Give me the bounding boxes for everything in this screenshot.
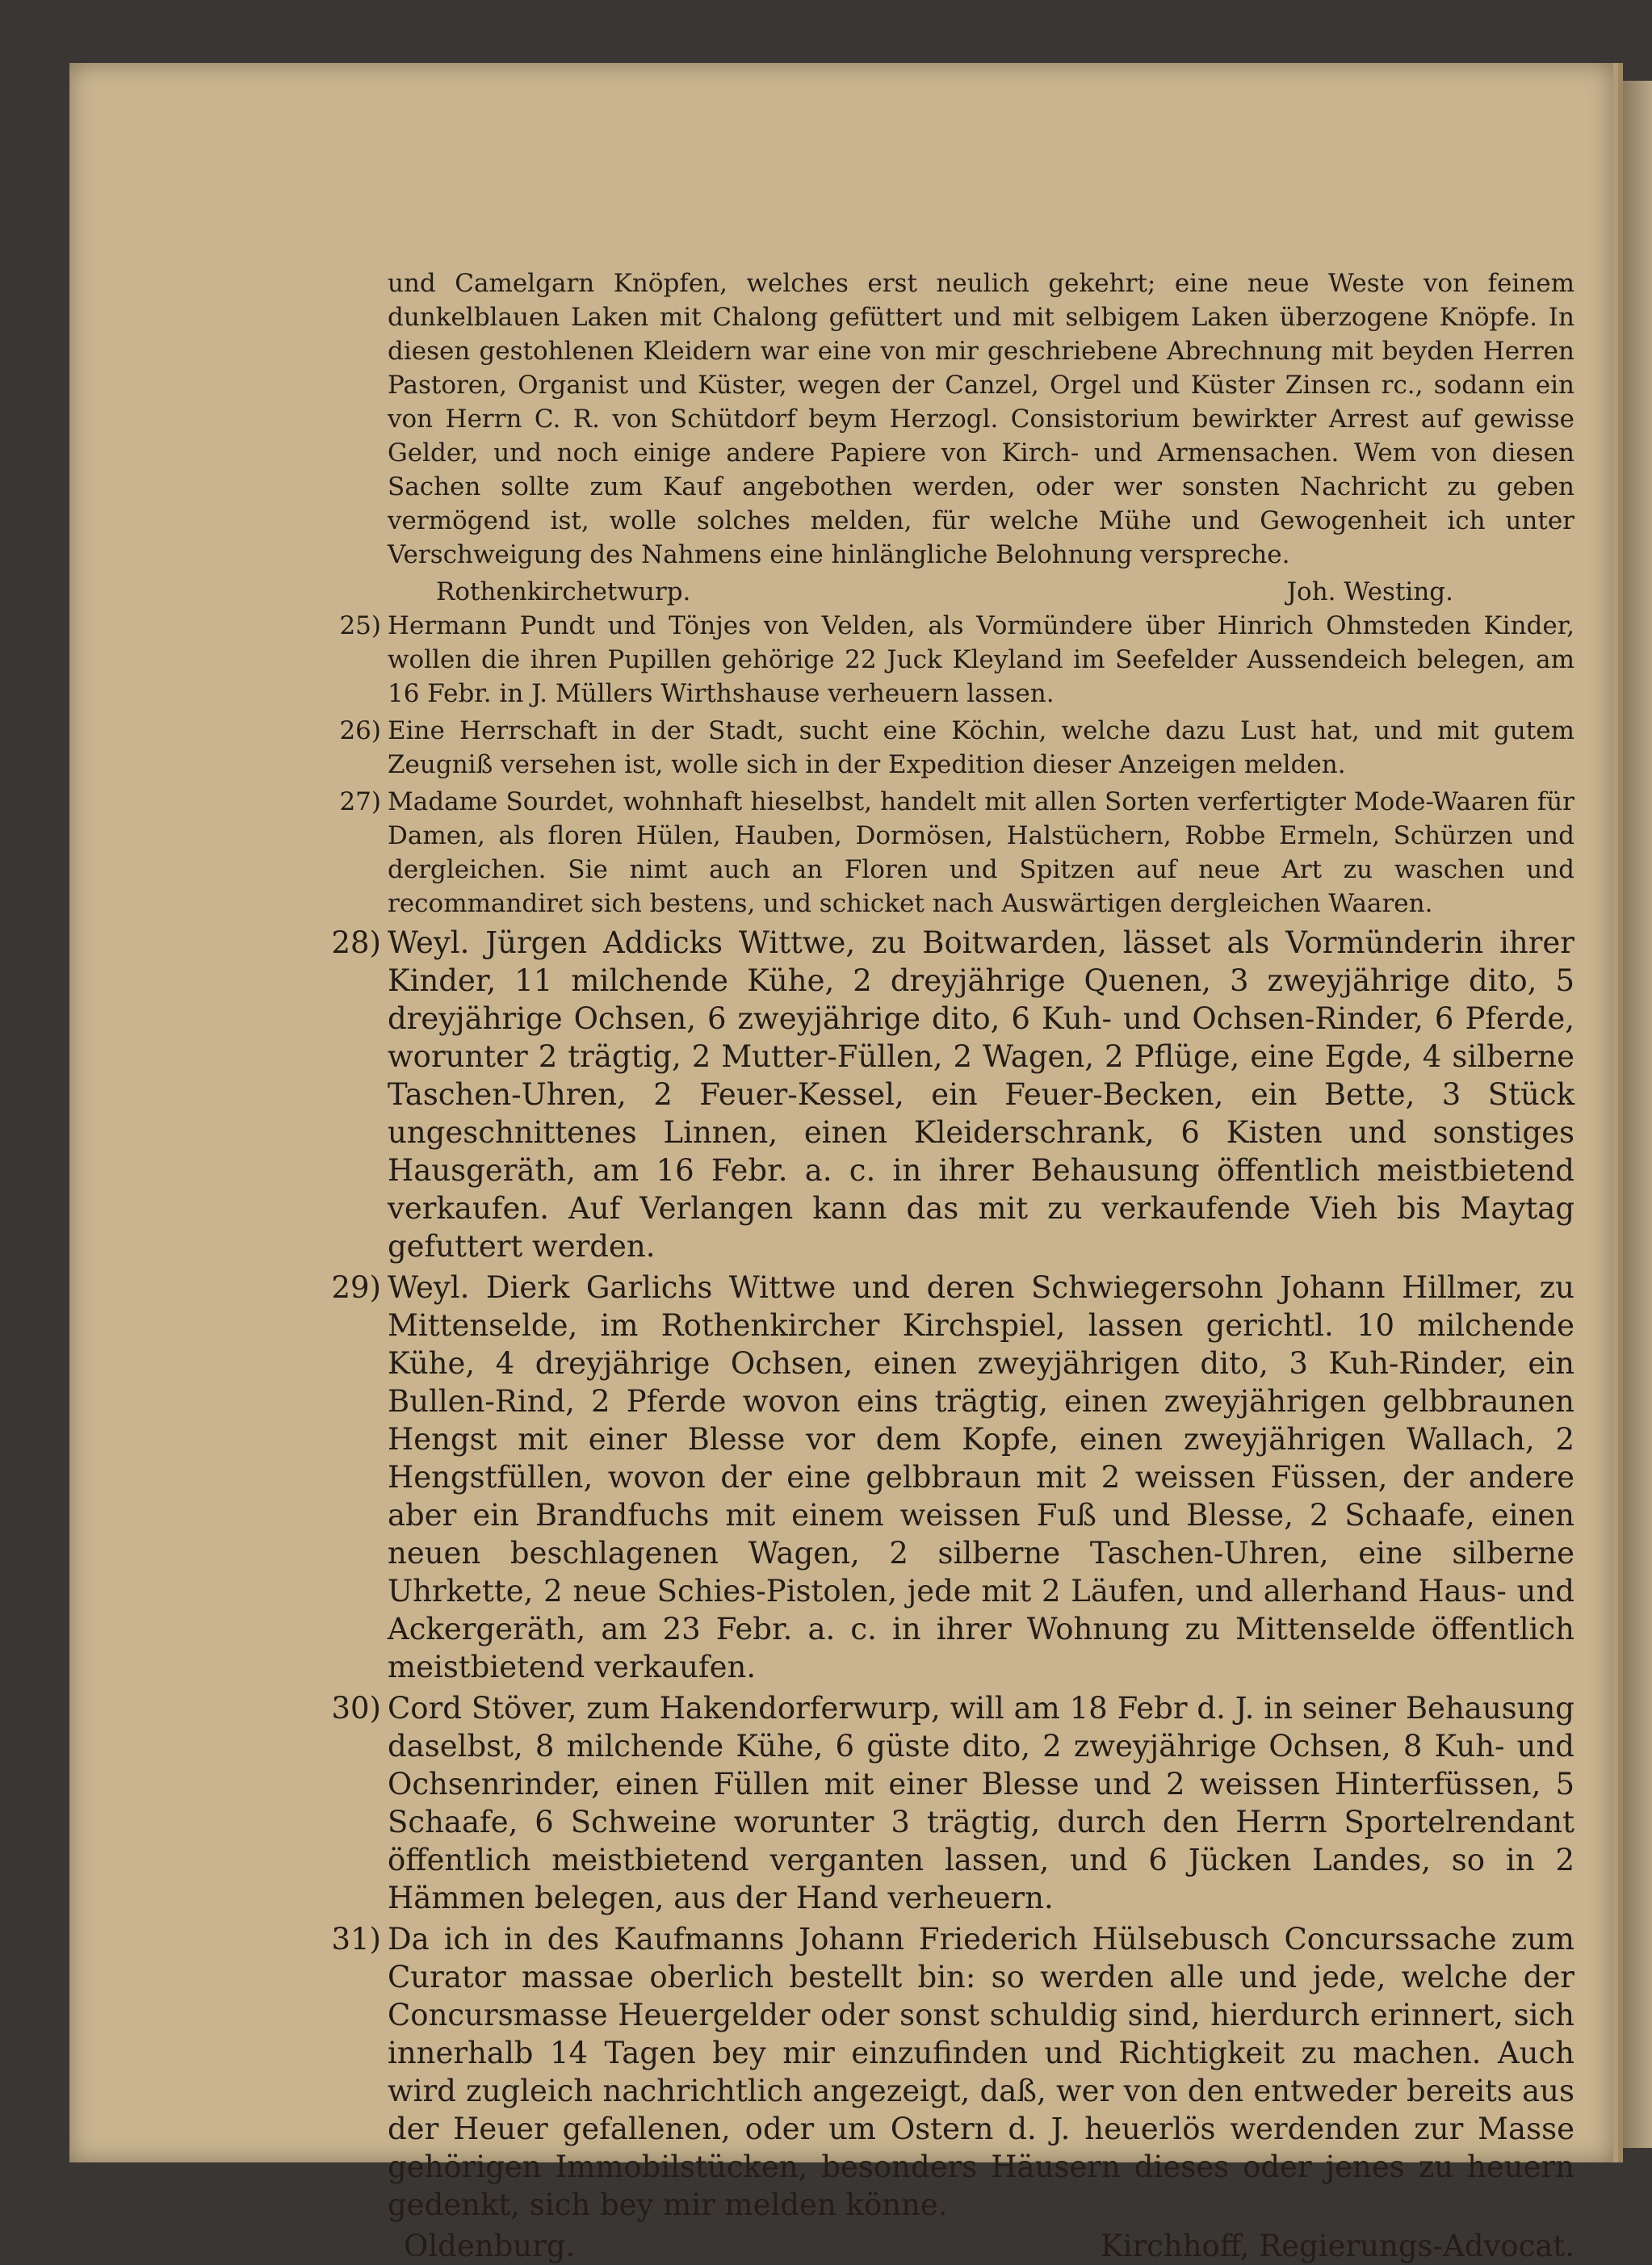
- entry-27: [339, 785, 1574, 921]
- closing-place: Oldenburg.: [404, 2229, 576, 2263]
- entry-number: 28): [331, 925, 381, 960]
- entry-25: [339, 609, 1574, 711]
- entry-text: Da ich in des Kaufmanns Johann Friederich Hülsebusch Concurssache zum Curator massae oberlich bestellt bin: so werden alle und jede, welche der Concursmasse Heuergelder oder sonst schuldig sind, hierdurch erinnert, sich innerhalb 14 Tagen bey mir einzufinden und Richtigkeit zu machen. Auch wird zugleich nachrichtlich angezeigt, daß, wer von den entweder bereits aus der Heuer gefallenen, oder um Ostern d. J. heuerlös werdenden zur Masse gehörigen Immobilstücken, besonders Häusern dieses oder jenes zu heuern gedenkt, sich bey mir melden könne.: [388, 1922, 1574, 2222]
- closing-signer: Kirchhoff, Regierungs-Advocat.: [1101, 2229, 1574, 2263]
- entry-number: 26): [339, 716, 381, 745]
- entry-28: [331, 924, 1574, 1265]
- entry-30: [331, 1689, 1574, 1917]
- intro-place: Rothenkirchetwurp.: [436, 577, 691, 606]
- intro-signer: Joh. Westing.: [1286, 577, 1453, 606]
- entry-number: 30): [331, 1691, 381, 1726]
- entry-number: 31): [331, 1922, 381, 1957]
- entry-31: [331, 1920, 1574, 2224]
- entry-number: 27): [339, 787, 381, 816]
- closing-signature-row: [388, 2227, 1574, 2265]
- document-text: [331, 266, 1574, 2265]
- entry-text: Weyl. Jürgen Addicks Wittwe, zu Boitwarden, lässet als Vormünderin ihrer Kinder, 11 milchende Kühe, 2 dreyjährige Quenen, 3 zweyjährige dito, 5 dreyjährige Ochsen, 6 zweyjährige dito, 6 Kuh- und Ochsen-Rinder, 6 Pferde, worunter 2 trägtig, 2 Mutter-Füllen, 2 Wagen, 2 Pflüge, eine Egde, 4 silberne Taschen-Uhren, 2 Feuer-Kessel, ein Feuer-Becken, ein Bette, 3 Stück ungeschnittenes Linnen, einen Kleiderschrank, 6 Kisten und sonstiges Hausgeräth, am 16 Febr. a. c. in ihrer Behausung öffentlich meistbietend verkaufen. Auf Verlangen kann das mit zu verkaufende Vieh bis Maytag gefuttert werden.: [388, 925, 1574, 1264]
- entry-text: Eine Herrschaft in der Stadt, sucht eine Köchin, welche dazu Lust hat, und mit gutem Zeugniß versehen ist, wolle sich in der Expedition dieser Anzeigen melden.: [388, 716, 1574, 779]
- next-page-edge: [1613, 81, 1652, 2148]
- entry-text: Hermann Pundt und Tönjes von Velden, als Vormündere über Hinrich Ohmsteden Kinder, wollen die ihren Pupillen gehörige 22 Juck Kleyland im Seefelder Aussendeich belegen, am 16 Febr. in J. Müllers Wirthshause verheuern lassen.: [388, 611, 1574, 708]
- intro-paragraph: [388, 266, 1574, 572]
- entry-text: Cord Stöver, zum Hakendorferwurp, will am 18 Febr d. J. in seiner Behausung daselbst, 8 milchende Kühe, 6 güste dito, 2 zweyjährige Ochsen, 8 Kuh- und Ochsenrinder, einen Füllen mit einer Blesse und 2 weissen Hinterfüssen, 5 Schaafe, 6 Schweine worunter 3 trägtig, durch den Herrn Sportelrendant öffentlich meistbietend verganten lassen, und 6 Jücken Landes, so in 2 Hämmen belegen, aus der Hand verheuern.: [388, 1691, 1574, 1915]
- entry-number: 25): [339, 611, 381, 640]
- entry-number: 29): [331, 1270, 381, 1305]
- entry-26: [339, 714, 1574, 782]
- intro-signature-row: [388, 575, 1574, 609]
- entry-29: [331, 1269, 1574, 1686]
- intro-text: und Camelgarn Knöpfen, welches erst neulich gekehrt; eine neue Weste von feinem dunkelblauen Laken mit Chalong gefüttert und mit selbigem Laken überzogene Knöpfe. In diesen gestohlenen Kleidern war eine von mir geschriebene Abrechnung mit beyden Herren Pastoren, Organist und Küster, wegen der Canzel, Orgel und Küster Zinsen rc., sodann ein von Herrn C. R. von Schütdorf beym Herzogl. Consistorium bewirkter Arrest auf gewisse Gelder, und noch einige andere Papiere von Kirch- und Armensachen. Wem von diesen Sachen sollte zum Kauf angebothen werden, oder wer sonsten Nachricht zu geben vermögend ist, wolle solches melden, für welche Mühe und Gewogenheit ich unter Verschweigung des Nahmens eine hinlängliche Belohnung verspreche.: [388, 269, 1574, 569]
- entry-text: Weyl. Dierk Garlichs Wittwe und deren Schwiegersohn Johann Hillmer, zu Mittenselde, im Rothenkircher Kirchspiel, lassen gerichtl. 10 milchende Kühe, 4 dreyjährige Ochsen, einen zweyjährigen dito, 3 Kuh-Rinder, ein Bullen-Rind, 2 Pferde wovon eins trägtig, einen zweyjährigen gelbbraunen Hengst mit einer Blesse vor dem Kopfe, einen zweyjährigen Wallach, 2 Hengstfüllen, wovon der eine gelbbraun mit 2 weissen Füssen, der andere aber ein Brandfuchs mit einem weissen Fuß und Blesse, 2 Schaafe, einen neuen beschlagenen Wagen, 2 silberne Taschen-Uhren, eine silberne Uhrkette, 2 neue Schies-Pistolen, jede mit 2 Läufen, und allerhand Haus- und Ackergeräth, am 23 Febr. a. c. in ihrer Wohnung zu Mittenselde öffentlich meistbietend verkaufen.: [388, 1270, 1574, 1684]
- entry-text: Madame Sourdet, wohnhaft hieselbst, handelt mit allen Sorten verfertigter Mode-Waaren für Damen, als floren Hülen, Hauben, Dormösen, Halstüchern, Robbe Ermeln, Schürzen und dergleichen. Sie nimt auch an Floren und Spitzen auf neue Art zu waschen und recommandiret sich bestens, und schicket nach Auswärtigen dergleichen Waaren.: [388, 787, 1574, 918]
